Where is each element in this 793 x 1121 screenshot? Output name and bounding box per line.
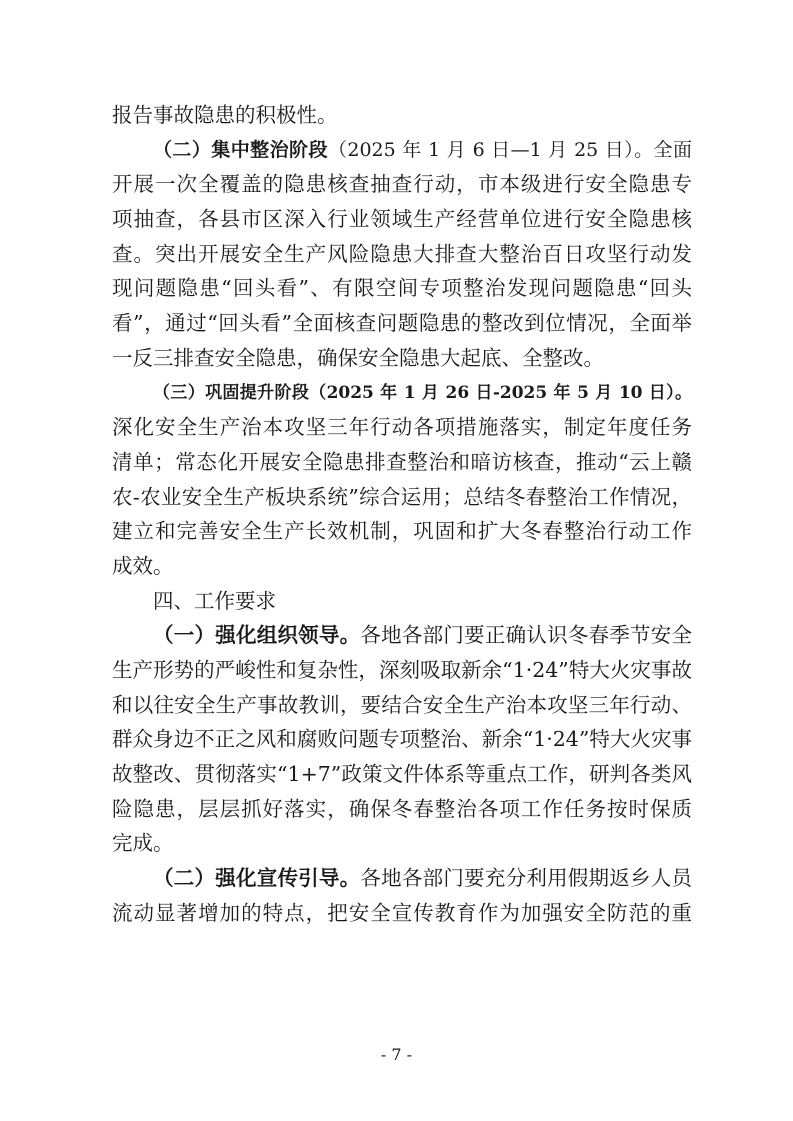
page-number: - 7 - xyxy=(380,1045,413,1064)
text-line-18: 和以往安全生产事故教训，要结合安全生产治本攻坚三年行动、 xyxy=(112,692,692,717)
section-heading-4-1: （一）强化组织领导。 xyxy=(153,623,361,648)
text-line-24: 流动显著增加的特点，把安全宣传教育作为加强安全防范的重 xyxy=(112,900,692,925)
text-line-10: 深化安全生产治本攻坚三年行动各项措施落实，制定年度任务 xyxy=(112,415,692,440)
section-heading-2-3: （三）巩固提升阶段 xyxy=(153,382,310,403)
text-line-5: 查。突出开展安全生产风险隐患大排查大整治百日攻坚行动发 xyxy=(112,241,692,266)
text-line-19: 群众身边不正之风和腐败问题专项整治、新余“1·24”特大火灾事 xyxy=(112,727,692,752)
text-line-1: 报告事故隐患的积极性。 xyxy=(112,103,338,127)
text-line-17: 生产形势的严峻性和复杂性，深刻吸取新余“1·24”特大火灾事故 xyxy=(112,658,692,682)
text-line-6: 现问题隐患“回头看”、有限空间专项整治发现问题隐患“回头 xyxy=(112,276,692,301)
text-line-7: 看”，通过“回头看”全面核查问题隐患的整改到位情况，全面举 xyxy=(112,311,692,336)
text-line-12: 农-农业安全生产板块系统”综合运用；总结冬春整治工作情况， xyxy=(112,484,692,509)
text-line-23: （二）强化宣传引导。各地各部门要充分利用假期返乡人员 xyxy=(153,866,693,891)
text-line-21: 险隐患，层层抓好落实，确保冬春整治各项工作任务按时保质 xyxy=(112,796,692,821)
text-line-8: 一反三排查安全隐患，确保安全隐患大起底、全整改。 xyxy=(112,345,604,370)
section-heading-4: 四、工作要求 xyxy=(153,588,276,613)
text-line-11: 清单；常态化开展安全隐患排查整治和暗访核查，推动“云上赣 xyxy=(112,449,692,474)
text-line-3: 开展一次全覆盖的隐患核查抽查行动，市本级进行安全隐患专 xyxy=(112,172,692,197)
text-line-22: 完成。 xyxy=(112,831,174,856)
body-text xyxy=(112,98,692,931)
text-line-16: （一）强化组织领导。各地各部门要正确认识冬春季节安全 xyxy=(153,623,693,648)
text-line-13: 建立和完善安全生产长效机制，巩固和扩大冬春整治行动工作 xyxy=(112,519,692,544)
text-line-9: （三）巩固提升阶段（2025 年 1 月 26 日-2025 年 5 月 10 日）。 xyxy=(153,382,692,403)
text-line-14: 成效。 xyxy=(112,553,174,578)
text-line-20: 故整改、贯彻落实“1+7”政策文件体系等重点工作，研判各类风 xyxy=(112,762,692,787)
text-line-4: 项抽查，各县市区深入行业领域生产经营单位进行安全隐患核 xyxy=(112,207,692,232)
section-heading-4-2: （二）强化宣传引导。 xyxy=(153,866,361,891)
text-line-15 xyxy=(112,584,692,619)
text-line-2: （二）集中整治阶段（2025 年 1 月 6 日—1 月 25 日）。全面 xyxy=(153,138,692,161)
section-heading-2-2: （二）集中整治阶段 xyxy=(153,138,328,161)
